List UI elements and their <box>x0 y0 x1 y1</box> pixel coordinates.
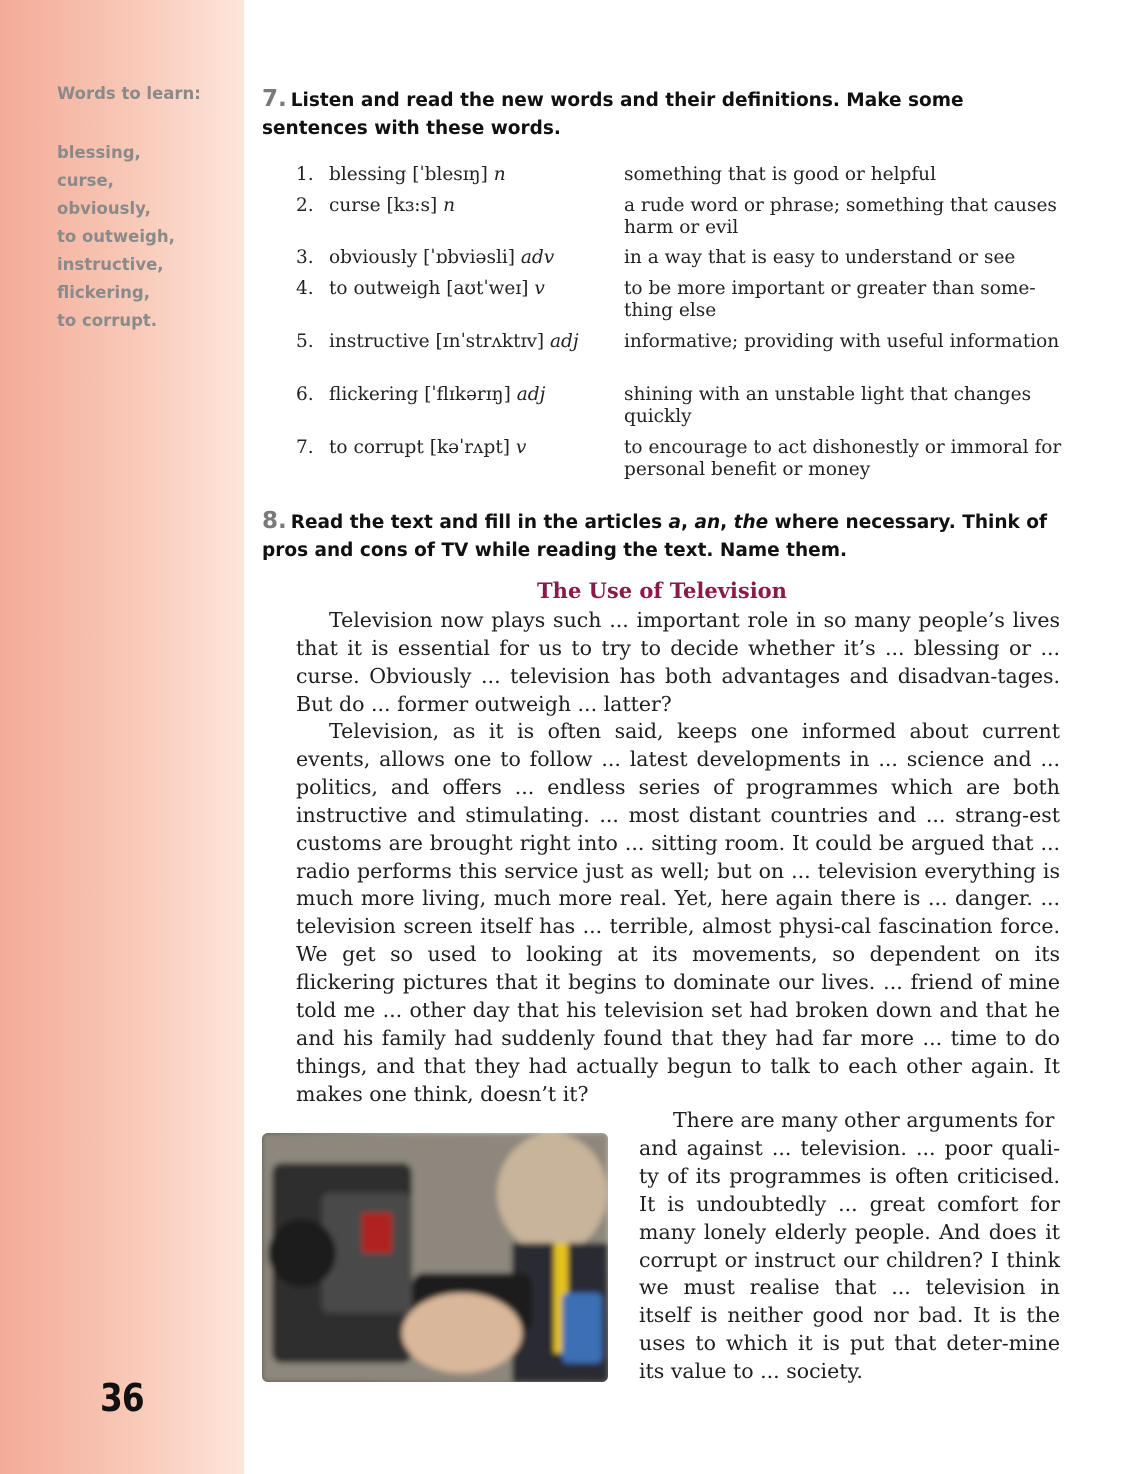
word-item: curse, <box>57 171 114 190</box>
task-text: Read the text and fill in the articles <box>290 512 669 533</box>
vocab-row <box>296 164 1066 186</box>
vocab-word <box>329 437 619 459</box>
part-of-speech: v <box>534 278 545 299</box>
vocab-word <box>329 164 619 186</box>
paragraph-2: Television, as it is often said, keeps one informed about current events, allows one to follow ... latest developments in ... science and ... politics, and offers ... endless series of programmes which are both instructive and stimulating. ... most distant countries and ... strang-est customs are brought right into ... sitting room. It could be argued that ... radio performs this service just as well; but on ... television everything is much more living, much more real. Yet, here again there is ... danger. ... television screen itself has ... terrible, almost physi-cal fascination force. We get so used to looking at its movements, so dependent on its flickering pictures that it begins to dominate our lives. ... friend of mine told me ... other day that his television set had broken down and that he and his family had suddenly found that they had far more ... time to do things, and that they had actually begun to talk to each other again. It makes one think, doesn’t it? <box>296 719 1060 1106</box>
task-8-instruction <box>262 507 1062 565</box>
part-of-speech: n <box>443 195 456 216</box>
vocab-definition: something that is good or helpful <box>624 164 937 185</box>
vocab-word <box>329 278 619 300</box>
paragraph-3 <box>639 1107 1060 1386</box>
tv-camera-photo <box>262 1133 608 1382</box>
word-item: blessing, <box>57 143 141 162</box>
vocab-number: 5. <box>296 331 314 352</box>
article-a: a <box>668 512 682 533</box>
word-item: flickering, <box>57 283 151 302</box>
words-to-learn-list <box>57 139 175 335</box>
vocab-row <box>296 195 1066 239</box>
task-text: where necessary. Think of pros and cons of TV while reading the text. Name them. <box>262 512 1048 561</box>
paragraph-3-first-line: There are many other arguments for <box>673 1108 1055 1132</box>
task-number: 8. <box>262 508 287 534</box>
transcription: [ˈflɪkərɪŋ] <box>424 384 511 405</box>
part-of-speech: adj <box>550 331 579 352</box>
transcription: [ˈblesɪŋ] <box>412 164 488 185</box>
word: curse <box>329 195 381 216</box>
vocab-number: 7. <box>296 437 314 458</box>
part-of-speech: n <box>493 164 506 185</box>
word: flickering <box>329 384 419 405</box>
article-an: an <box>694 512 721 533</box>
word-item: instructive, <box>57 255 164 274</box>
article-the: the <box>733 512 769 533</box>
part-of-speech: adj <box>516 384 546 405</box>
vocab-definition: a rude word or phrase; something that causes harm or evil <box>624 195 1057 238</box>
vocab-number: 6. <box>296 384 314 405</box>
word: to outweigh <box>329 278 441 299</box>
transcription: [ɪnˈstrʌktɪv] <box>435 331 545 352</box>
task-text: Listen and read the new words and their definitions. Make some sentences with these words. <box>262 90 964 139</box>
words-to-learn-heading: Words to learn: <box>57 84 201 103</box>
word-item: to outweigh, <box>57 227 175 246</box>
vocab-word <box>329 331 619 353</box>
separator: , <box>720 512 734 533</box>
word-item: to corrupt. <box>57 311 158 330</box>
vocab-number: 3. <box>296 247 314 268</box>
word: to corrupt <box>329 437 424 458</box>
camera-illustration <box>262 1133 608 1382</box>
vocab-number: 1. <box>296 164 314 185</box>
text-title: The Use of Television <box>537 578 787 603</box>
separator: , <box>681 512 695 533</box>
vocab-definition: shining with an unstable light that changes quickly <box>624 384 1032 427</box>
transcription: [kəˈrʌpt] <box>429 437 510 458</box>
page-number: 36 <box>100 1376 144 1420</box>
transcription: [kɜ:s] <box>386 195 438 216</box>
paragraph-3-rest: and against ... television. ... poor quali-ty of its programmes is often criticised. It is undoubtedly ... great comfort for many lonely elderly people. And does it corrupt or instruct our children? I think we must realise that ... television in itself is neither good nor bad. It is the uses to which it is put that deter-mine its value to ... society. <box>639 1135 1060 1384</box>
task-number: 7. <box>262 86 287 112</box>
word: instructive <box>329 331 430 352</box>
paragraph-1: Television now plays such ... important role in so many people’s lives that it is essential for us to try to decide whether it’s ... blessing or ... curse. Obviously ... television has both advantages and disadvan-tages. But do ... former outweigh ... latter? <box>296 608 1060 716</box>
vocab-row <box>296 384 1066 428</box>
vocab-definition: in a way that is easy to understand or see <box>624 247 1016 268</box>
vocab-word <box>329 384 619 406</box>
vocab-definition: informative; providing with useful information <box>624 331 1060 352</box>
word-item: obviously, <box>57 199 151 218</box>
vocab-definition: to be more important or greater than some-thing else <box>624 278 1036 321</box>
task-7-instruction <box>262 85 1062 143</box>
transcription: [aʊtˈweɪ] <box>446 278 529 299</box>
word: blessing <box>329 164 407 185</box>
word: obviously <box>329 247 418 268</box>
vocab-word <box>329 195 619 217</box>
vocab-word <box>329 247 619 269</box>
part-of-speech: v <box>515 437 527 458</box>
vocab-row <box>296 437 1066 481</box>
transcription: [ˈɒbviəsli] <box>423 247 516 268</box>
vocab-row <box>296 247 1066 269</box>
part-of-speech: adv <box>520 247 555 268</box>
vocab-row <box>296 278 1066 322</box>
vocab-definition: to encourage to act dishonestly or immoral for personal benefit or money <box>624 437 1062 480</box>
vocab-number: 4. <box>296 278 314 299</box>
vocab-number: 2. <box>296 195 314 216</box>
sidebar <box>0 0 244 1474</box>
vocab-row <box>296 331 1066 353</box>
